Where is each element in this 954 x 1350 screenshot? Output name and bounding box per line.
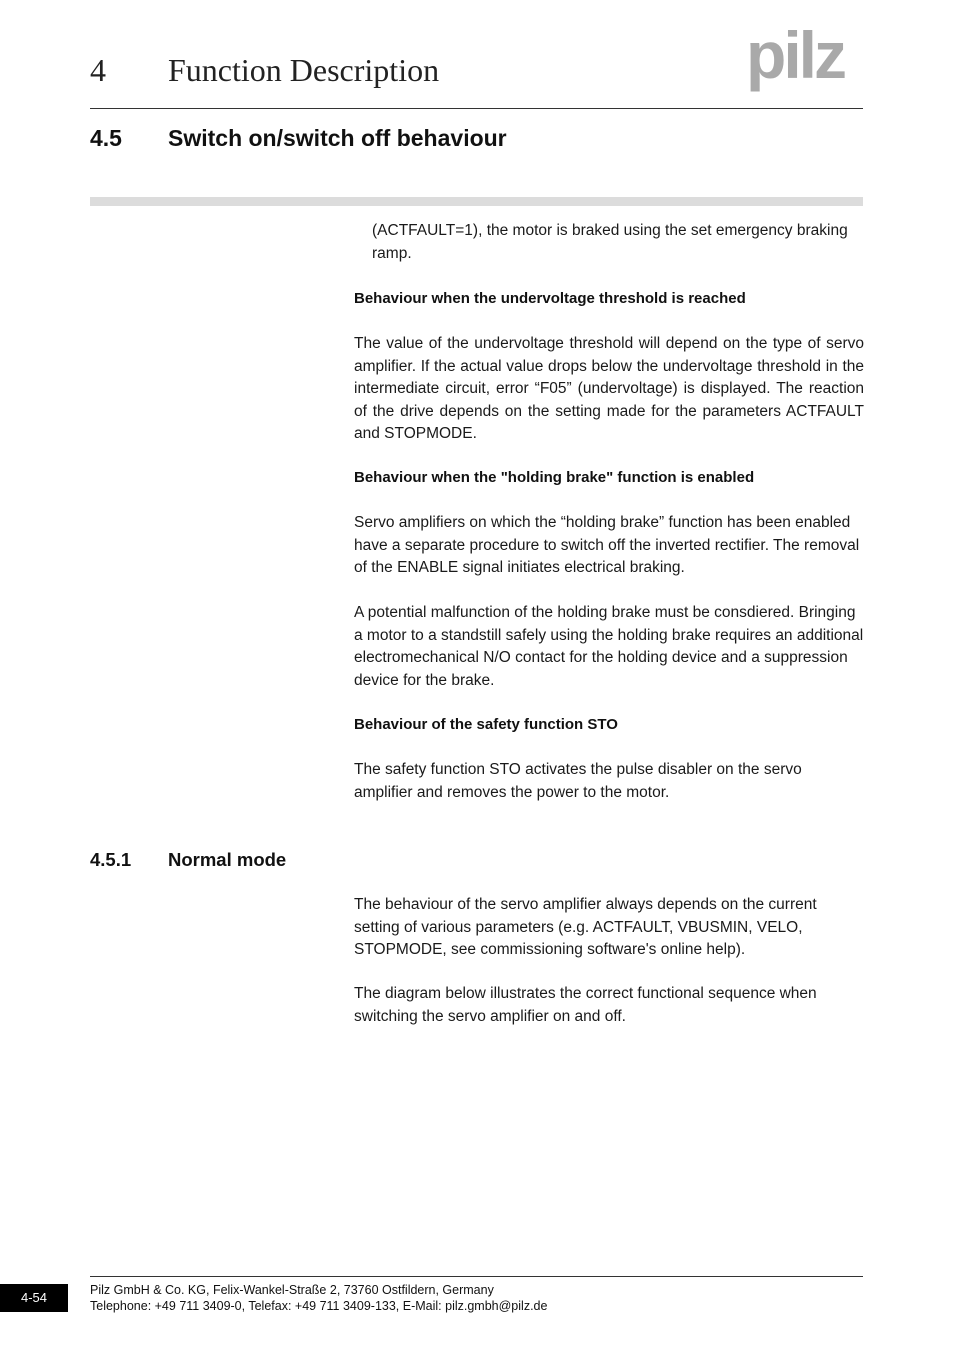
undervoltage-paragraph: The value of the undervoltage threshold will depend on the type of servo amplifier. If the actual value drops below the undervoltage threshold in the intermediate circuit, error “F05” (undervoltage) is displayed. The reaction of the drive depends on the setting made for the parameters ACTFAULT and STOPMODE. [354,335,864,442]
page-number: 4-54 [0,1284,68,1312]
subsection-number: 4.5.1 [90,849,132,870]
sto-paragraph: The safety function STO activates the pulse disabler on the servo amplifier and removes the power to the motor. [354,761,802,801]
logo-text: pilz [746,28,844,92]
chapter-title: Function Description [168,52,440,88]
sto-heading: Behaviour of the safety function STO [354,716,618,733]
pilz-logo [746,28,866,96]
header-rule [90,108,863,109]
holding-brake-paragraph-2: A potential malfunction of the holding brake must be consdiered. Bringing a motor to a standstill safely using the holding brake requires an additional electromechanical N/O contact for the holding device and a suppression device for the brake. [354,604,864,689]
subsection-title: Normal mode [168,849,287,870]
section-number: 4.5 [90,125,122,151]
holding-brake-paragraph-1: Servo amplifiers on which the “holding brake” function has been enabled have a separate procedure to switch off the inverted rectifier. The removal of the ENABLE signal initiates electrical braking. [354,514,860,576]
undervoltage-heading: Behaviour when the undervoltage threshold is reached [354,290,746,307]
normal-mode-paragraph-1: The behaviour of the servo amplifier always depends on the current setting of various parameters (e.g. ACTFAULT, VBUSMIN, VELO, STOPMODE, see commissioning software's online help). [354,896,817,958]
footer-rule [90,1276,863,1277]
footer-contact: Telephone: +49 711 3409-0, Telefax: +49 711 3409-133, E-Mail: pilz.gmbh@pilz.de [90,1299,548,1313]
section-divider-bar [90,197,863,206]
footer-company: Pilz GmbH & Co. KG, Felix-Wankel-Straße 2, 73760 Ostfildern, Germany [90,1283,494,1297]
normal-mode-paragraph-2: The diagram below illustrates the correct functional sequence when switching the servo amplifier on and off. [354,985,817,1025]
holding-brake-heading: Behaviour when the "holding brake" function is enabled [354,469,755,486]
chapter-number: 4 [90,52,106,88]
section-title: Switch on/switch off behaviour [168,125,507,151]
continuation-paragraph: (ACTFAULT=1), the motor is braked using the set emergency braking ramp. [372,222,848,262]
